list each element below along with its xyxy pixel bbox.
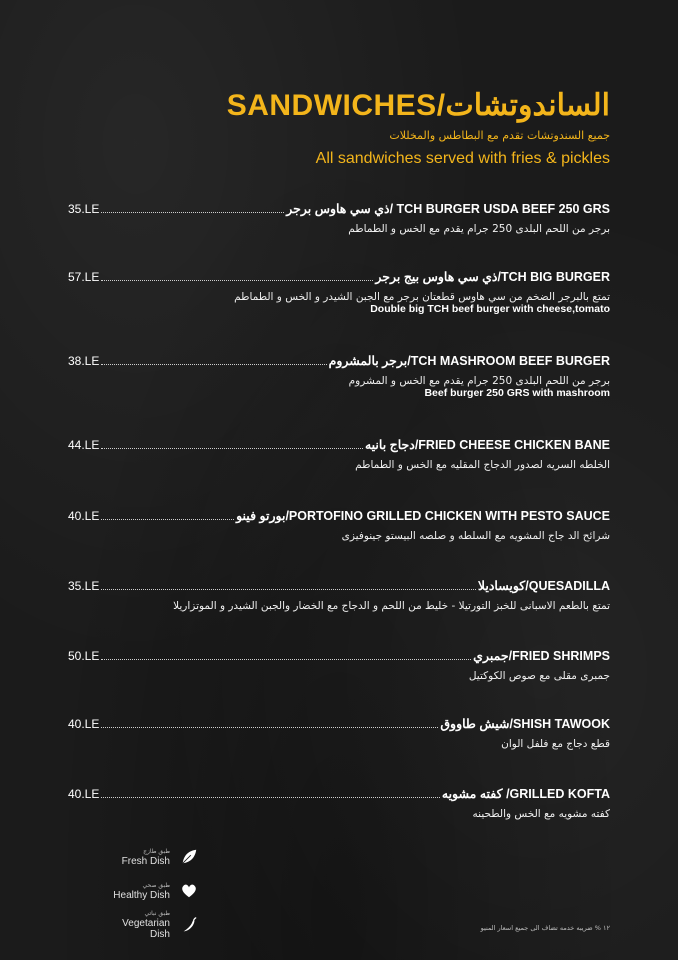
item-name: دجاج بانيه/FRIED CHEESE CHICKEN BANE [364, 438, 610, 452]
legend-label-english: Fresh Dish [121, 855, 170, 867]
legend-item-vegetarian [100, 908, 198, 942]
legend-label-arabic: طبق صحي [142, 881, 170, 889]
legend-item-healthy [100, 874, 198, 908]
menu-item [68, 269, 610, 315]
leaf-icon [180, 848, 198, 866]
item-desc-english: Double big TCH beef burger with cheese,tomato [370, 303, 610, 315]
item-price: 35.LE [68, 202, 100, 216]
item-name: بورتو فينو/PORTOFINO GRILLED CHICKEN WITH PESTO SAUCE [236, 509, 610, 523]
dot-leader [101, 211, 284, 213]
dot-leader [101, 726, 438, 728]
legend-label-arabic: طبق نباتي [144, 910, 170, 917]
item-price: 40.LE [68, 509, 100, 523]
item-desc-arabic: تمتع بالبرجر الضخم من سي هاوس قطعتان برجر مع الجبن الشيدر و الخس و الطماطم [234, 291, 610, 303]
item-name: ذي سي هاوس برجر/ TCH BURGER USDA BEEF 250 GRS [286, 202, 610, 216]
menu-item [68, 716, 610, 750]
item-price: 38.LE [68, 354, 100, 368]
item-price: 40.LE [68, 787, 100, 801]
legend-label-english: Vegetarian Dish [122, 918, 170, 940]
dot-leader [101, 658, 471, 660]
item-name: شيش طاووق/SHISH TAWOOK [440, 717, 610, 731]
item-name: جمبري/FRIED SHRIMPS [473, 649, 610, 663]
item-name: برجر بالمشروم/TCH MASHROOM BEEF BURGER [328, 354, 610, 368]
item-price: 35.LE [68, 579, 100, 593]
dish-legend [100, 840, 198, 942]
menu-item [68, 508, 610, 542]
item-desc-arabic: كفته مشويه مع الخس والطحينه [472, 808, 610, 820]
menu-item [68, 201, 610, 235]
item-desc-arabic: الخلطه السريه لصدور الدجاج المقليه مع الخس و الطماطم [355, 459, 610, 471]
service-charge-note: ١٢ % ضريبه خدمه تضاف الى جميع اسعار المنيو [480, 924, 610, 932]
item-desc-arabic: برجر من اللحم البلدى 250 جرام يقدم مع الخس و الطماطم [348, 223, 610, 235]
item-name: كويساديلا/QUESADILLA [477, 579, 610, 593]
dot-leader [101, 279, 373, 281]
item-desc-arabic: قطع دجاج مع فلفل الوان [501, 738, 610, 750]
menu-item [68, 786, 610, 820]
page-title: SANDWICHES/الساندوتشات [226, 89, 610, 122]
item-price: 40.LE [68, 717, 100, 731]
subtitle-arabic: جميع السندوتشات تقدم مع البطاطس والمخللات [389, 129, 610, 142]
item-desc-arabic: جمبرى مقلى مع صوص الكوكتيل [468, 670, 610, 682]
item-desc-arabic: برجر من اللحم البلدى 250 جرام يقدم مع الخس و المشروم [348, 375, 610, 387]
dot-leader [101, 447, 363, 449]
chili-icon [180, 916, 198, 934]
legend-label-english: Healthy Dish [113, 889, 170, 901]
item-price: 57.LE [68, 270, 100, 284]
menu-item [68, 648, 610, 682]
dot-leader [101, 796, 440, 798]
dot-leader [101, 588, 476, 590]
legend-label-arabic: طبق طازج [143, 847, 170, 855]
item-desc-arabic: شرائح الد جاج المشويه مع السلطه و صلصه البيستو جينوفيزى [341, 530, 610, 542]
menu-item [68, 578, 610, 612]
dot-leader [101, 518, 234, 520]
subtitle-english: All sandwiches served with fries & pickles [315, 150, 610, 167]
heart-icon [180, 882, 198, 900]
menu-item [68, 353, 610, 399]
item-desc-arabic: تمتع بالطعم الاسبانى للخبز التورتيلا - خليط من اللحم و الدجاج مع الخضار والجبن الشيدر و الموتزاريلا [173, 600, 610, 612]
item-name: ذي سي هاوس بيج برجر/TCH BIG BURGER [375, 270, 610, 284]
item-name: كفته مشويه /GRILLED KOFTA [441, 787, 610, 801]
menu-item [68, 437, 610, 471]
item-price: 44.LE [68, 438, 100, 452]
item-price: 50.LE [68, 649, 100, 663]
dot-leader [101, 363, 326, 365]
legend-item-fresh [100, 840, 198, 874]
item-desc-english: Beef burger 250 GRS with mashroom [424, 387, 610, 399]
